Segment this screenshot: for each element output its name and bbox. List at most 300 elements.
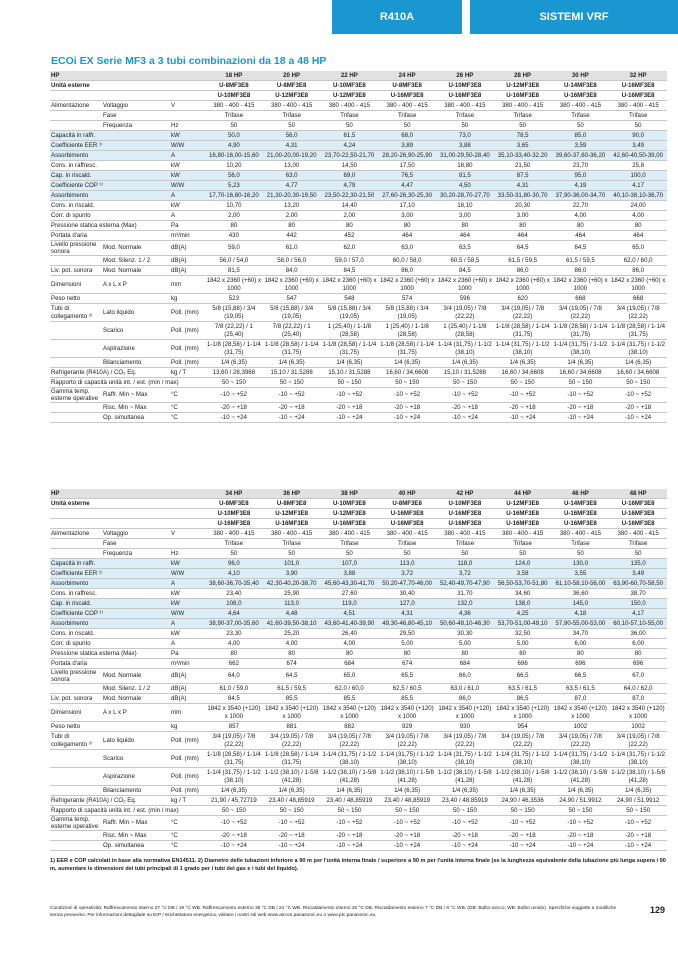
table-cell: 1-1/4 (31,75) / 1-1/2 (38,10): [553, 751, 608, 766]
table-cell: 380 - 400 - 415: [321, 529, 379, 539]
row-group: [50, 539, 102, 549]
table-cell: 1/4 (6,35): [494, 358, 552, 368]
table-cell: 86,5: [494, 694, 552, 704]
table-cell: 4,00: [205, 639, 263, 649]
table-cell: 13,00: [263, 161, 321, 171]
table-cell: 4,77: [263, 181, 321, 191]
table-cell: 63,5 / 61,5: [552, 684, 610, 694]
table-header-row: [50, 489, 667, 499]
table-cell: 61,5 / 59,5: [494, 256, 552, 266]
table-cell: 1842 x 3540 (+120) x 1000: [552, 704, 610, 722]
table-cell: -20 ~ +18: [321, 403, 379, 413]
table-cell: 380 - 400 - 415: [378, 101, 436, 111]
table-cell: 3,88: [321, 569, 379, 579]
table-cell: 1-1/8 (28,58) / 1-1/4 (31,75): [264, 751, 319, 766]
table-cell: 87,0: [552, 694, 610, 704]
table-row: [50, 539, 667, 549]
table-cell: 15,10 / 31,5288: [436, 368, 494, 378]
table-cell: 81,5: [205, 266, 263, 276]
table-row: [50, 629, 667, 639]
row-label: Assorbimento: [50, 191, 170, 201]
hp-column-header: 28 HP: [494, 71, 552, 81]
row-group: [50, 831, 102, 841]
table-cell: Trifase: [436, 539, 494, 549]
table-cell: U-12MF3E8: [321, 509, 379, 519]
table-cell: 60,10-57,10-55,00: [609, 619, 667, 629]
table-cell: -10 ~ +24: [552, 413, 610, 423]
table-cell: -20 ~ +18: [552, 403, 610, 413]
table-cell: 50,0: [205, 131, 263, 141]
table-row: [50, 340, 667, 358]
table-cell: 1 (25,40) / 1-1/8 (28,58): [378, 322, 436, 340]
table-cell: 30,30: [436, 629, 494, 639]
table-row: [50, 81, 667, 91]
row-group: [50, 403, 102, 413]
table-cell: U-16MF3E8: [378, 519, 436, 529]
row-sublabel: Bilanciamento: [102, 358, 170, 368]
table-cell: 81,5: [436, 171, 494, 181]
table-cell: 1/4 (6,35): [378, 786, 436, 796]
table-cell: 50: [609, 549, 667, 559]
row-group: [50, 111, 102, 121]
table-cell: 84,5: [436, 266, 494, 276]
row-group: [50, 340, 102, 358]
row-unit: kW: [170, 201, 205, 211]
table-cell: 881: [263, 722, 321, 732]
table-cell: 86,0: [552, 266, 610, 276]
row-unit: Poll. (mm): [170, 768, 205, 786]
table-cell: -10 ~ +24: [494, 841, 552, 851]
table-cell: U-16MF3E8: [436, 509, 494, 519]
table-cell: 63,90-60,70-58,50: [609, 579, 667, 589]
table-row: [50, 276, 667, 294]
table-cell: 1/4 (6,35): [552, 786, 610, 796]
table-cell: Trifase: [378, 539, 436, 549]
table-cell: 108,0: [205, 599, 263, 609]
table-cell: U-10MF3E8: [436, 81, 494, 91]
table-cell: 21,00-20,00-19,20: [263, 151, 321, 161]
row-unit: kW: [170, 599, 205, 609]
table-cell: 380 - 400 - 415: [494, 101, 552, 111]
table-cell: -10 ~ +24: [263, 413, 321, 423]
table-cell: 1842 x 3540 (+120) x 1000: [378, 704, 436, 722]
table-cell: 78,5: [494, 131, 552, 141]
table-cell: 3/4 (19,05) / 7/8 (22,22): [321, 732, 379, 750]
table-cell: U-8MF3E8: [205, 499, 263, 509]
table-cell: Trifase: [609, 539, 667, 549]
table-cell: 3/4 (19,05) / 7/8 (22,22): [378, 732, 436, 750]
table-cell: 1002: [552, 722, 610, 732]
row-unit: W/W: [170, 569, 205, 579]
row-unit: A: [170, 191, 205, 201]
row-unit: Pa: [170, 649, 205, 659]
table-cell: 1/4 (6,35): [263, 786, 321, 796]
table-cell: 63,5: [436, 241, 494, 256]
table-cell: 6,00: [609, 639, 667, 649]
table-cell: 62,0 / 60,0: [321, 684, 379, 694]
table-cell: 37,90-36,00-34,70: [552, 191, 610, 201]
table-cell: 64,5: [552, 241, 610, 256]
table-cell: 66,5: [552, 669, 610, 684]
table-cell: 3/4 (19,05) / 7/8 (22,22): [205, 732, 263, 750]
row-label: Assorbimento: [50, 579, 170, 589]
footnote: 1) EER e COP calcolati in base alla normativa EN14511. 2) Diametro delle tubazioni inferiore a 90 m per l'unità interna finale / superiore a 90 m per l'unità interna finale (se la lunghezza equivalente della tubazione più lunga supera i 90 m, aumentare le dimensioni dei tubi principali di 1 grado per i tubi del gas e i tubi del liquido).: [50, 858, 666, 872]
table-row: [50, 579, 667, 589]
table-cell: 3,00: [494, 211, 552, 221]
row-label: Capacità in raffr.: [50, 559, 170, 569]
table-cell: 36,60: [552, 589, 610, 599]
table-row: [50, 669, 667, 684]
table-row: [50, 231, 667, 241]
table-cell: 4,17: [609, 181, 667, 191]
table-cell: 3,72: [436, 569, 494, 579]
table-cell: 1-1/8 (28,58) / 1-1/4 (31,75): [322, 341, 377, 356]
table-cell: 464: [609, 231, 667, 241]
row-label: Refrigerante (R410A) / CO₂ Eq.: [50, 368, 170, 378]
table-cell: 45,60-43,30-41,70: [321, 579, 379, 589]
table-cell: 80: [436, 221, 494, 231]
table-cell: 61,0: [263, 241, 321, 256]
table-cell: 1-1/2 (38,10) / 1-5/8 (41,28): [611, 769, 666, 784]
table-cell: 50 ~ 150: [436, 806, 494, 816]
table-cell: 23,30: [205, 629, 263, 639]
row-unit: kW: [170, 589, 205, 599]
table-cell: Trifase: [321, 111, 379, 121]
table-cell: 620: [494, 294, 552, 304]
row-sublabel: Mod. Normale: [102, 669, 170, 684]
table-cell: 64,0 / 62,0: [609, 684, 667, 694]
row-sublabel: Lato liquido: [102, 304, 170, 322]
table-cell: 23,40 / 48,85919: [263, 796, 321, 806]
table-cell: 1842 x 2360 (+60) x 1000: [553, 277, 608, 292]
row-label: Assorbimento: [50, 151, 170, 161]
hp-column-header: 36 HP: [263, 489, 321, 499]
table-cell: 85,0: [552, 131, 610, 141]
row-label: Rapporto di capacità unità int. / est. (min / max): [50, 378, 205, 388]
table-cell: 34,60: [494, 589, 552, 599]
table-cell: U-16MF3E8: [378, 91, 436, 101]
table-cell: 3/4 (19,05) / 7/8 (22,22): [263, 732, 321, 750]
table-cell: 86,0: [609, 266, 667, 276]
row-unit: °C: [170, 403, 205, 413]
row-group: Liv. pot. sonora: [50, 694, 102, 704]
table-cell: 18,10: [436, 201, 494, 211]
table-cell: 101,0: [263, 559, 321, 569]
row-unit: Hz: [170, 549, 205, 559]
table-cell: 684: [321, 659, 379, 669]
hp-column-header: 42 HP: [436, 489, 494, 499]
table-cell: -20 ~ +18: [436, 831, 494, 841]
table-cell: 50: [378, 121, 436, 131]
table-cell: U-16MF3E8: [552, 509, 610, 519]
table-cell: 50: [263, 549, 321, 559]
table-row: [50, 161, 667, 171]
row-unit: A: [170, 151, 205, 161]
table-cell: -20 ~ +18: [609, 403, 667, 413]
table-cell: 64,5: [494, 241, 552, 256]
table-cell: 1-1/4 (31,75) / 1-1/2 (38,10): [322, 751, 377, 766]
table-cell: 3,49: [609, 569, 667, 579]
row-unit: Hz: [170, 121, 205, 131]
row-sublabel: Voltaggio: [102, 529, 170, 539]
row-unit: dB(A): [170, 241, 205, 256]
table-cell: 138,0: [494, 599, 552, 609]
table-cell: 1-1/8 (28,58) / 1-1/4 (31,75): [206, 341, 261, 356]
table-cell: 1 (25,40) / 1-1/8 (28,58): [436, 322, 494, 340]
table-cell: 13,20: [263, 201, 321, 211]
row-sublabel: Raffr. Min ~ Max: [102, 816, 170, 831]
table-cell: -20 ~ +18: [609, 831, 667, 841]
table-cell: 430: [205, 231, 263, 241]
table-row: [50, 529, 667, 539]
row-label: Cap. in riscald.: [50, 171, 170, 181]
table-cell: 5,23: [205, 181, 263, 191]
table-cell: 5/8 (15,88) / 3/4 (19,05): [321, 304, 379, 322]
table-cell: 674: [263, 659, 321, 669]
table-cell: 80: [609, 221, 667, 231]
header-refrigerant-label: R410A: [332, 0, 462, 34]
table-cell: U-8MF3E8: [378, 499, 436, 509]
table-cell: 380 - 400 - 415: [205, 529, 263, 539]
row-label: Unità esterne: [50, 81, 205, 91]
table-cell: 50 ~ 150: [263, 378, 321, 388]
table-cell: -20 ~ +18: [263, 831, 321, 841]
table-cell: 5/8 (15,88) / 3/4 (19,05): [205, 304, 263, 322]
row-unit: kg / T: [170, 368, 205, 378]
table-row: [50, 211, 667, 221]
row-sublabel: Scarico: [102, 322, 170, 340]
table-cell: U-10MF3E8: [205, 509, 263, 519]
table-cell: 1-1/8 (28,58) / 1-1/4 (31,75): [380, 341, 435, 356]
table-cell: 68,0: [378, 131, 436, 141]
table-cell: 50 ~ 150: [321, 806, 379, 816]
row-sublabel: Op. simultanea: [102, 413, 170, 423]
table-row: [50, 694, 667, 704]
operating-conditions-note: Condizioni di operatività: Raffrescamento interno 27 °C DB / 19 °C WB. Raffrescamento esterno 35 °C DB / 24 °C WB. Riscaldamento interno 20 °C DB. Riscaldamento esterno 7 °C DB / 6 °C WB. (DB: Bulbo secco; WB: Bulbo umido). Specifiche soggette a modifiche senza preavviso. Per informazioni dettagliate su ErP / Etichettatura energetica, visitare i nostri siti web www.aircon.panasonic.eu o www.ptc.panasonic.eu.: [50, 906, 617, 918]
table-cell: 41,60-39,50-38,10: [263, 619, 321, 629]
table-cell: 523: [205, 294, 263, 304]
table-cell: 596: [436, 294, 494, 304]
row-unit: °C: [170, 388, 205, 403]
table-cell: 380 - 400 - 415: [436, 529, 494, 539]
row-label: Coefficiente COP ¹⁾: [50, 609, 170, 619]
table-row: [50, 121, 667, 131]
table-row: [50, 294, 667, 304]
table-cell: 4,25: [494, 609, 552, 619]
table-cell: 1/4 (6,35): [494, 786, 552, 796]
table-cell: 50,20-47,70-46,00: [378, 579, 436, 589]
table-cell: 80: [436, 649, 494, 659]
hp-column-header: 22 HP: [321, 71, 379, 81]
table-cell: 90,0: [609, 131, 667, 141]
table-cell: 85,5: [378, 694, 436, 704]
table-cell: 1-1/4 (31,75) / 1-1/2 (38,10): [611, 751, 666, 766]
table-cell: 380 - 400 - 415: [378, 529, 436, 539]
table-cell: U-12MF3E8: [494, 81, 552, 91]
table-cell: 3/4 (19,05) / 7/8 (22,22): [436, 732, 494, 750]
table-row: [50, 519, 667, 529]
table-cell: 87,5: [494, 171, 552, 181]
table-cell: 61,5 / 59,5: [552, 256, 610, 266]
row-label: [50, 91, 205, 101]
table-cell: 87,0: [609, 694, 667, 704]
table-cell: U-8MF3E8: [263, 81, 321, 91]
table-cell: 464: [436, 231, 494, 241]
table-cell: 63,0 / 61,0: [436, 684, 494, 694]
table-cell: 40,10-38,10-36,70: [609, 191, 667, 201]
table-cell: 1/4 (6,35): [552, 358, 610, 368]
table-cell: 50 ~ 150: [263, 806, 321, 816]
table-row: [50, 816, 667, 831]
table-cell: 1-1/8 (28,58) / 1-1/4 (31,75): [495, 323, 550, 338]
table-cell: 80: [263, 649, 321, 659]
table-cell: 50: [494, 121, 552, 131]
table-cell: 1842 x 3540 (+120) x 1000: [609, 704, 667, 722]
table-cell: 464: [378, 231, 436, 241]
table-cell: 52,40-49,70-47,90: [436, 579, 494, 589]
table-cell: Trifase: [436, 111, 494, 121]
table-row: [50, 241, 667, 256]
table-cell: 4,00: [609, 211, 667, 221]
table-cell: U-16MF3E8: [609, 509, 667, 519]
table-cell: 86,0: [378, 266, 436, 276]
table-row: [50, 368, 667, 378]
table-cell: -20 ~ +18: [552, 831, 610, 841]
table-cell: -10 ~ +24: [552, 841, 610, 851]
table-cell: 1/4 (6,35): [609, 786, 667, 796]
row-sublabel: Bilanciamento: [102, 786, 170, 796]
table-cell: 17,10: [378, 201, 436, 211]
row-sublabel: Fase: [102, 111, 170, 121]
table-cell: 66,5: [494, 669, 552, 684]
row-unit: A: [170, 579, 205, 589]
row-label: Cons. in riscald.: [50, 201, 170, 211]
table-row: [50, 151, 667, 161]
table-cell: -20 ~ +18: [205, 831, 263, 841]
table-cell: 113,0: [263, 599, 321, 609]
row-group: [50, 413, 102, 423]
table-cell: -20 ~ +18: [378, 403, 436, 413]
table-cell: 107,0: [321, 559, 379, 569]
table-cell: 25,8: [609, 161, 667, 171]
table-cell: 3/4 (19,05) / 7/8 (22,22): [494, 732, 552, 750]
table-cell: 35,10-33,40-32,20: [494, 151, 552, 161]
table-cell: 42,30-40,20-38,70: [263, 579, 321, 589]
row-group: Livello pressione sonora: [50, 241, 102, 256]
table-cell: 1842 x 3540 (+120) x 1000: [436, 704, 494, 722]
table-row: [50, 191, 667, 201]
row-unit: °C: [170, 816, 205, 831]
table-cell: Trifase: [494, 111, 552, 121]
table-cell: 6,00: [552, 639, 610, 649]
table-cell: 80: [609, 649, 667, 659]
table-cell: 80: [494, 649, 552, 659]
table-cell: U-16MF3E8: [378, 509, 436, 519]
table-row: [50, 684, 667, 694]
row-unit: A: [170, 211, 205, 221]
table-cell: 17,70-16,80-16,20: [205, 191, 263, 201]
table-row: [50, 201, 667, 211]
row-unit: Poll. (mm): [170, 750, 205, 768]
table-row: [50, 841, 667, 851]
table-cell: 100,0: [609, 171, 667, 181]
table-cell: 1-1/8 (28,58) / 1-1/4 (31,75): [264, 341, 319, 356]
table-row: [50, 659, 667, 669]
table-cell: 1-1/8 (28,58) / 1-1/4 (31,75): [611, 323, 666, 338]
row-label: [50, 519, 205, 529]
table-cell: 5,00: [494, 639, 552, 649]
table-cell: U-16MF3E8: [436, 91, 494, 101]
table-cell: 50: [378, 549, 436, 559]
table-cell: 86,0: [436, 694, 494, 704]
table-cell: 73,0: [436, 131, 494, 141]
table-cell: 34,70: [552, 629, 610, 639]
table-row: [50, 786, 667, 796]
table-cell: 1-1/2 (38,10) / 1-5/8 (41,28): [495, 769, 550, 784]
table-cell: 50 ~ 150: [378, 806, 436, 816]
table-cell: 15,10 / 31,5288: [263, 368, 321, 378]
table-cell: 50: [436, 121, 494, 131]
row-sublabel: Mod. Normale: [102, 694, 170, 704]
table-cell: -10 ~ +52: [494, 388, 552, 403]
table-cell: 76,5: [378, 171, 436, 181]
row-group: [50, 841, 102, 851]
row-group: Livello pressione sonora: [50, 669, 102, 684]
table-row: [50, 171, 667, 181]
table-cell: 42,60-40,50-39,00: [609, 151, 667, 161]
row-sublabel: A x L x P: [102, 704, 170, 722]
table-cell: 67,0: [609, 669, 667, 684]
table-row: [50, 388, 667, 403]
row-unit: W/W: [170, 609, 205, 619]
table-cell: 23,40 / 48,85919: [436, 796, 494, 806]
table-cell: 1002: [609, 722, 667, 732]
table-cell: U-16MF3E8: [205, 519, 263, 529]
table-cell: 380 - 400 - 415: [436, 101, 494, 111]
table-cell: 668: [552, 294, 610, 304]
table-cell: 4,47: [378, 181, 436, 191]
table-cell: 18,80: [436, 161, 494, 171]
table-cell: 1-1/2 (38,10) / 1-5/8 (41,28): [437, 769, 492, 784]
table-cell: 380 - 400 - 415: [263, 529, 321, 539]
table-cell: 64,0: [205, 669, 263, 684]
table-cell: 80: [205, 649, 263, 659]
table-row: [50, 549, 667, 559]
table-cell: 56,0 / 54,0: [205, 256, 263, 266]
table-row: [50, 722, 667, 732]
table-cell: Trifase: [609, 111, 667, 121]
table-row: [50, 413, 667, 423]
row-unit: kW: [170, 629, 205, 639]
row-group: Tubi di collegamento ²⁾: [50, 732, 102, 750]
table-cell: 62,0: [321, 241, 379, 256]
table-cell: 132,0: [436, 599, 494, 609]
table-cell: U-16MF3E8: [436, 519, 494, 529]
table-row: [50, 181, 667, 191]
row-label: Pressione statica esterna (Max): [50, 221, 170, 231]
table-row: [50, 256, 667, 266]
table-cell: 50: [552, 121, 610, 131]
table-cell: 3,58: [494, 569, 552, 579]
table-cell: 464: [494, 231, 552, 241]
table-cell: 1-1/8 (28,58) / 1-1/4 (31,75): [553, 323, 608, 338]
table-cell: 380 - 400 - 415: [552, 529, 610, 539]
table-cell: 1842 x 3540 (+120) x 1000: [205, 704, 263, 722]
table-row: [50, 750, 667, 768]
row-unit: kg: [170, 722, 205, 732]
row-unit: kW: [170, 559, 205, 569]
table-cell: 62,0 / 60,0: [609, 256, 667, 266]
